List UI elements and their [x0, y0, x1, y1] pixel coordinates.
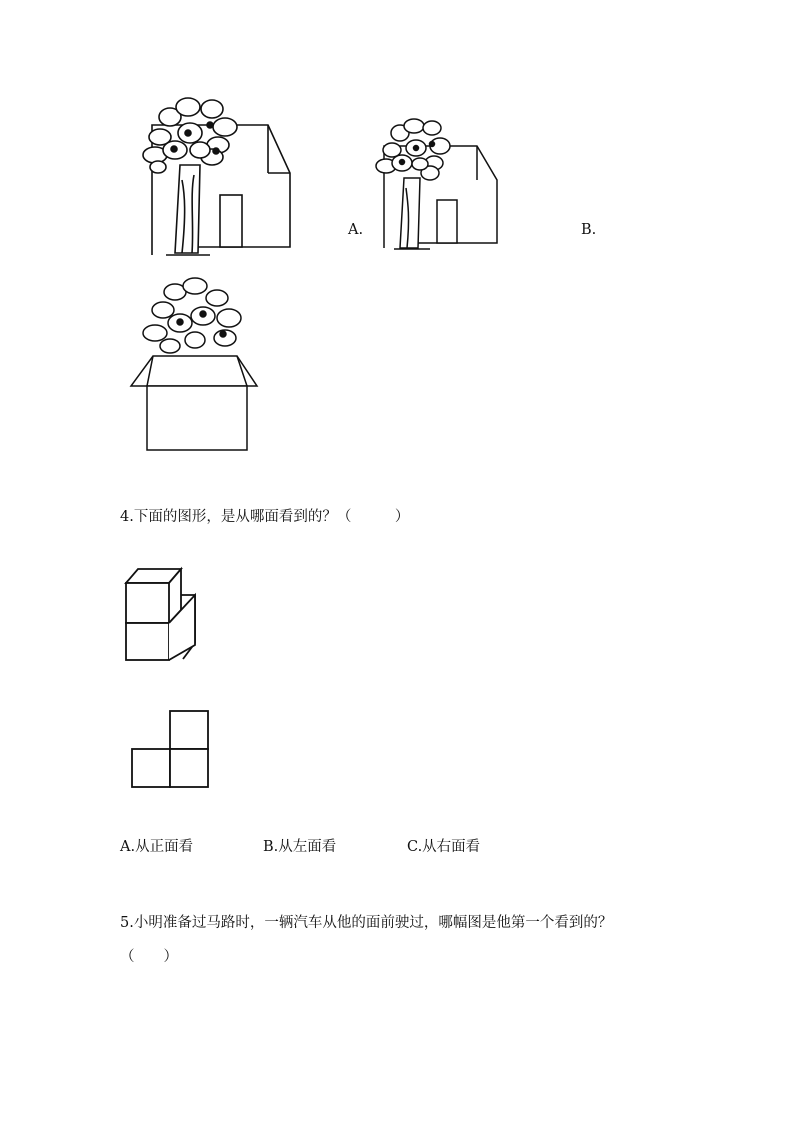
question-5-answer-blank[interactable]: （ ）	[120, 949, 178, 965]
question-4-text: 4.下面的图形，是从哪面看到的？（ ）	[120, 509, 410, 525]
option-b-label: B.	[581, 222, 597, 238]
question-5-text: 5.小明准备过马路时，一辆汽车从他的面前驶过，哪幅图是他第一个看到的？	[120, 915, 613, 931]
q4-option-c[interactable]: C.从右面看	[407, 839, 481, 855]
q4-option-b[interactable]: B.从左面看	[263, 839, 337, 855]
q4-option-a[interactable]: A.从正面看	[120, 839, 194, 855]
cube-view-2d-figure	[125, 708, 215, 790]
tree-house-picture-1	[130, 95, 300, 260]
tree-house-picture-a	[372, 118, 502, 253]
cube-stack-3d-figure	[120, 565, 210, 665]
tree-house-picture-b	[125, 278, 265, 458]
option-a-label: A.	[348, 222, 364, 238]
